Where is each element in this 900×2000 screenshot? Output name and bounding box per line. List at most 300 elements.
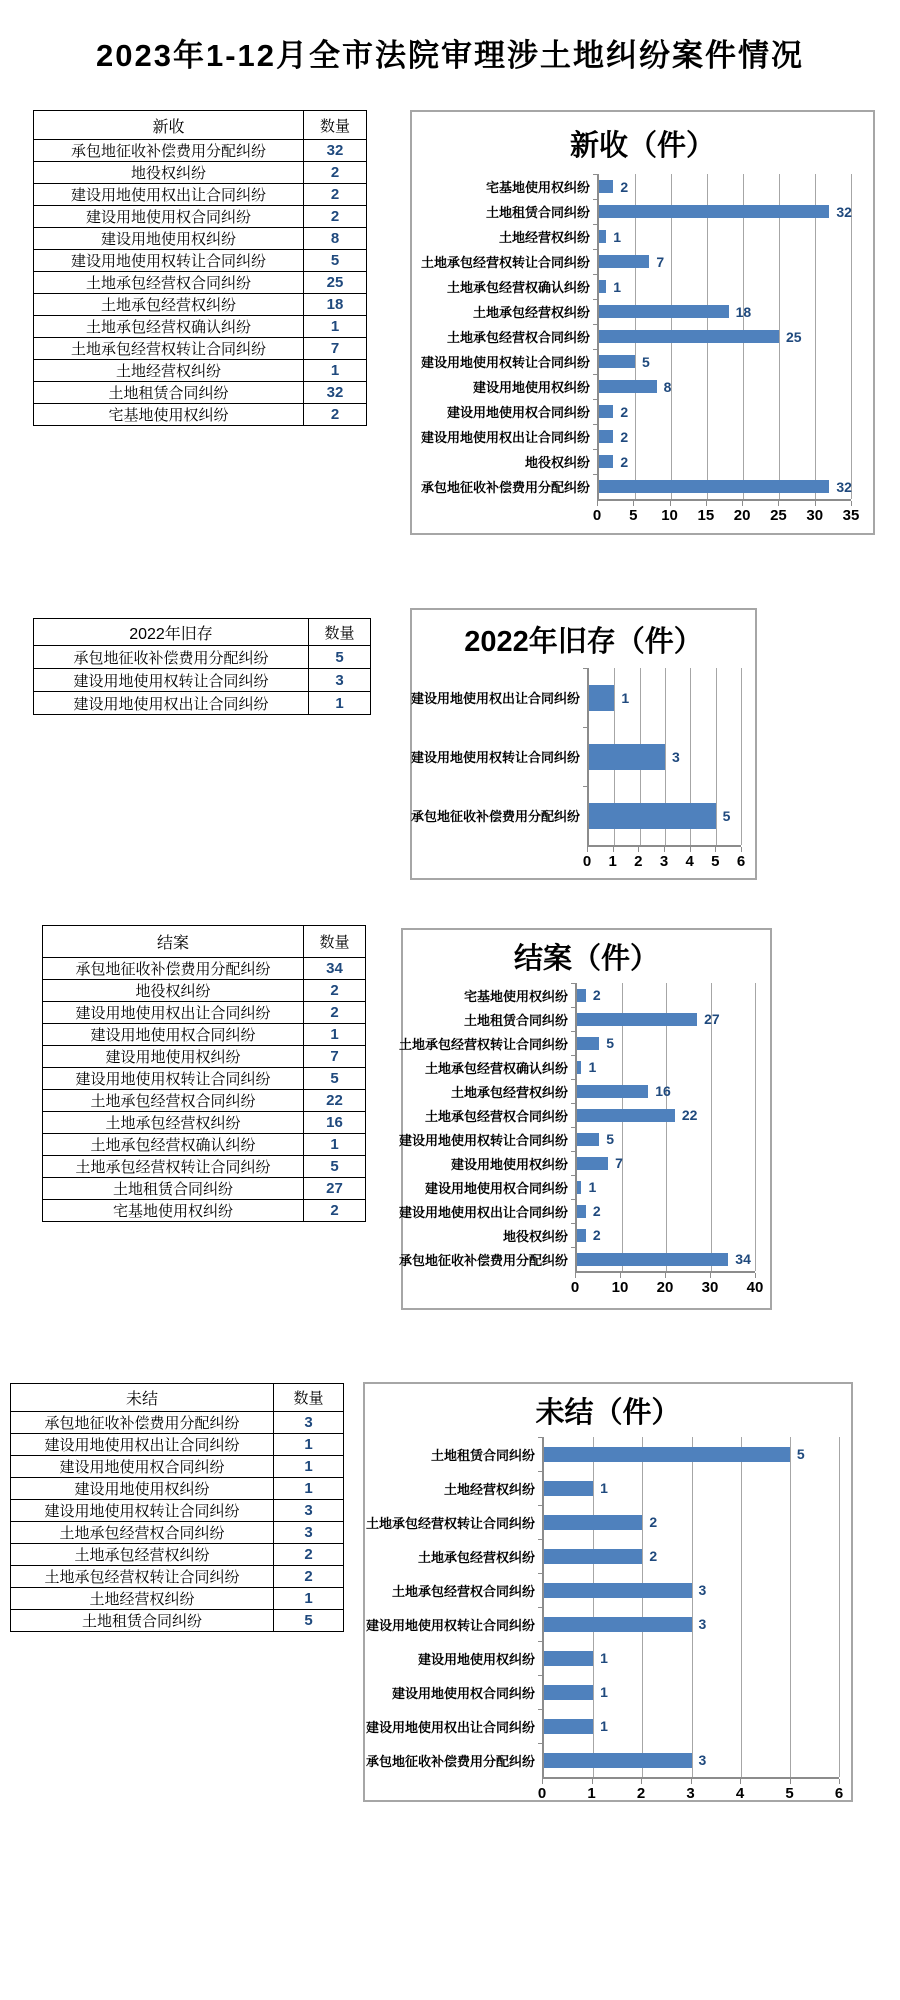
category-tick-mark <box>571 1079 577 1080</box>
row-label: 建设用地使用权合同纠纷 <box>34 206 304 228</box>
bar-value-label: 3 <box>698 1752 707 1768</box>
table-row <box>11 1478 344 1500</box>
bar <box>577 1109 675 1122</box>
bar-row <box>544 1471 839 1505</box>
row-label: 承包地征收补偿费用分配纠纷 <box>43 958 304 980</box>
row-label: 土地承包经营权合同纠纷 <box>43 1090 304 1112</box>
bar <box>599 430 613 443</box>
row-value: 5 <box>304 250 367 272</box>
chart-title: 结案（件） <box>513 943 659 975</box>
axis-tick-label: 30 <box>806 507 824 524</box>
table-header-row <box>11 1384 344 1412</box>
category-label: 地役权纠纷 <box>502 1228 568 1244</box>
axis-tick-label: 0 <box>537 1785 547 1802</box>
category-label: 土地承包经营权合同纠纷 <box>424 1108 568 1124</box>
axis-tick-label: 3 <box>659 853 669 870</box>
row-value: 2 <box>274 1544 344 1566</box>
table-row <box>34 404 367 426</box>
row-value: 1 <box>309 692 371 715</box>
bar-row <box>544 1573 839 1607</box>
category-tick-mark <box>583 727 589 728</box>
bar-value-label: 1 <box>588 1179 597 1195</box>
table-title-cell: 未结 <box>11 1384 274 1412</box>
axis-tick-mark <box>620 1273 621 1278</box>
row-value: 1 <box>274 1478 344 1500</box>
bar-value-label: 2 <box>649 1548 658 1564</box>
category-label: 承包地征收补偿费用分配纠纷 <box>398 1252 568 1268</box>
table-row <box>43 958 366 980</box>
category-label: 建设用地使用权合同纠纷 <box>424 1180 568 1196</box>
row-label: 建设用地使用权合同纠纷 <box>11 1456 274 1478</box>
category-tick-mark <box>571 1055 577 1056</box>
category-tick-mark <box>538 1675 544 1676</box>
category-label: 建设用地使用权合同纠纷 <box>391 1685 535 1701</box>
bar-row <box>589 786 741 845</box>
category-label: 建设用地使用权纠纷 <box>450 1156 568 1172</box>
bar-value-label: 5 <box>606 1131 615 1147</box>
axis-tick-mark <box>633 501 634 506</box>
bar-value-label: 1 <box>600 1650 608 1666</box>
bar-value-label: 34 <box>735 1251 751 1267</box>
table-row <box>43 1068 366 1090</box>
table-row <box>43 1024 366 1046</box>
category-tick-mark <box>571 1031 577 1032</box>
axis-tick-label: 4 <box>735 1785 745 1802</box>
category-tick-mark <box>593 349 599 350</box>
bar <box>599 380 657 393</box>
table-row <box>34 140 367 162</box>
table-row <box>43 1156 366 1178</box>
bar-row <box>544 1539 839 1573</box>
row-label: 建设用地使用权转让合同纠纷 <box>34 669 309 692</box>
bar-row <box>599 174 851 199</box>
row-value: 3 <box>274 1522 344 1544</box>
row-value: 5 <box>304 1156 366 1178</box>
category-tick-mark <box>593 324 599 325</box>
table-header-row <box>34 111 367 140</box>
bar-value-label: 2 <box>620 403 629 420</box>
table-row <box>34 692 371 715</box>
table-row <box>34 669 371 692</box>
bar-row <box>544 1437 839 1471</box>
category-label: 土地承包经营权转让合同纠纷 <box>398 1036 568 1052</box>
bar-value-label: 1 <box>600 1684 608 1700</box>
bar-row <box>599 399 851 424</box>
row-label: 建设用地使用权转让合同纠纷 <box>11 1500 274 1522</box>
bar-row <box>577 1007 755 1031</box>
bar-row <box>577 1055 755 1079</box>
bar-row <box>599 299 851 324</box>
bar-row <box>599 324 851 349</box>
bar-row <box>599 424 851 449</box>
row-value: 8 <box>304 228 367 250</box>
chart-title: 2022年旧存（件） <box>464 625 703 658</box>
row-value: 2 <box>304 1002 366 1024</box>
qty-header-cell: 数量 <box>274 1384 344 1412</box>
table-row <box>43 1200 366 1222</box>
bar-value-label: 1 <box>613 278 621 295</box>
axis-tick-label: 20 <box>656 1279 674 1296</box>
axis-tick-label: 6 <box>736 853 746 870</box>
table-row <box>11 1456 344 1478</box>
table-row <box>34 206 367 228</box>
row-value: 1 <box>274 1588 344 1610</box>
axis-tick-label: 40 <box>746 1279 764 1296</box>
axis-tick-mark <box>638 847 639 852</box>
table-row <box>43 980 366 1002</box>
table-row <box>43 1134 366 1156</box>
row-value: 34 <box>304 958 366 980</box>
row-value: 2 <box>304 184 367 206</box>
category-tick-mark <box>571 983 577 984</box>
row-label: 承包地征收补偿费用分配纠纷 <box>34 140 304 162</box>
axis-tick-label: 5 <box>785 1785 794 1802</box>
bar-value-label: 2 <box>649 1514 658 1530</box>
table-row <box>34 316 367 338</box>
page-title: 2023年1-12月全市法院审理涉土地纠纷案件情况 <box>95 38 804 73</box>
table-row <box>11 1588 344 1610</box>
axis-tick-label: 30 <box>701 1279 719 1296</box>
bar <box>599 255 649 268</box>
category-tick-mark <box>593 374 599 375</box>
category-tick-mark <box>571 1103 577 1104</box>
axis-tick-mark <box>575 1273 576 1278</box>
bar <box>599 180 613 193</box>
category-label: 建设用地使用权纠纷 <box>417 1651 535 1667</box>
category-label: 土地承包经营权确认纠纷 <box>424 1060 568 1076</box>
chart-plot-area <box>365 1437 851 1805</box>
category-tick-mark <box>571 1223 577 1224</box>
row-value: 2 <box>304 206 367 228</box>
axis-tick-mark <box>755 1273 756 1278</box>
axis-tick-mark <box>715 847 716 852</box>
bar-row <box>577 1151 755 1175</box>
table-row <box>34 360 367 382</box>
row-value: 5 <box>309 646 371 669</box>
bar-value-label: 32 <box>836 478 852 495</box>
row-value: 18 <box>304 294 367 316</box>
bar <box>544 1685 593 1700</box>
bar <box>577 1229 586 1242</box>
bar-row <box>577 1223 755 1247</box>
axis-tick-label: 0 <box>592 507 602 524</box>
bar <box>599 330 779 343</box>
category-tick-mark <box>593 449 599 450</box>
row-label: 建设用地使用权合同纠纷 <box>43 1024 304 1046</box>
bar-row <box>577 1199 755 1223</box>
bar-row <box>544 1743 839 1777</box>
axis-tick-mark <box>740 1779 741 1784</box>
bar-value-label: 2 <box>592 1203 601 1219</box>
bar <box>544 1515 642 1530</box>
row-label: 土地承包经营权纠纷 <box>34 294 304 316</box>
row-value: 1 <box>304 1024 366 1046</box>
category-label: 承包地征收补偿费用分配纠纷 <box>420 480 590 495</box>
chart-plot-area <box>412 174 873 527</box>
row-value: 3 <box>309 669 371 692</box>
bar-value-label: 2 <box>592 987 601 1003</box>
axis-tick-mark <box>778 501 779 506</box>
row-value: 27 <box>304 1178 366 1200</box>
category-tick-mark <box>593 274 599 275</box>
bar <box>577 1013 697 1026</box>
row-value: 2 <box>304 404 367 426</box>
table-row <box>11 1522 344 1544</box>
category-tick-mark <box>538 1471 544 1472</box>
category-tick-mark <box>571 1175 577 1176</box>
row-value: 2 <box>304 1200 366 1222</box>
bar-row <box>544 1709 839 1743</box>
category-label: 建设用地使用权转让合同纠纷 <box>420 355 590 370</box>
bar <box>599 305 729 318</box>
row-label: 建设用地使用权出让合同纠纷 <box>34 692 309 715</box>
row-label: 宅基地使用权纠纷 <box>34 404 304 426</box>
bar-row <box>544 1505 839 1539</box>
category-tick-mark <box>583 786 589 787</box>
table-row <box>34 272 367 294</box>
row-label: 土地租赁合同纠纷 <box>11 1610 274 1632</box>
row-label: 地役权纠纷 <box>34 162 304 184</box>
row-label: 建设用地使用权转让合同纠纷 <box>34 250 304 272</box>
table-title-cell: 结案 <box>43 926 304 958</box>
row-label: 土地承包经营权纠纷 <box>11 1544 274 1566</box>
bar-row <box>589 668 741 727</box>
bar-value-label: 1 <box>613 228 621 245</box>
axis-tick-mark <box>691 1779 692 1784</box>
category-label: 土地承包经营权纠纷 <box>450 1084 568 1100</box>
category-label: 土地租赁合同纠纷 <box>485 205 590 220</box>
bar <box>577 1061 581 1074</box>
chart-title: 未结（件） <box>535 1397 681 1429</box>
row-label: 建设用地使用权纠纷 <box>34 228 304 250</box>
axis-tick-label: 1 <box>587 1785 596 1802</box>
category-label: 承包地征收补偿费用分配纠纷 <box>365 1753 535 1769</box>
bar-row <box>577 1079 755 1103</box>
axis-tick-label: 20 <box>733 507 751 524</box>
bar <box>577 1157 608 1170</box>
category-tick-mark <box>593 224 599 225</box>
axis-tick-label: 6 <box>834 1785 844 1802</box>
table-pending-cases <box>10 1383 344 1632</box>
bar-value-label: 5 <box>642 353 650 370</box>
category-tick-mark <box>571 1247 577 1248</box>
category-label: 土地承包经营权转让合同纠纷 <box>365 1515 535 1531</box>
row-value: 2 <box>304 162 367 184</box>
row-value: 1 <box>304 316 367 338</box>
chart-title: 新收（件） <box>569 129 715 162</box>
bar <box>577 989 586 1002</box>
chart-plot-area <box>412 668 755 873</box>
bar-value-label: 16 <box>655 1083 671 1099</box>
row-value: 1 <box>274 1434 344 1456</box>
category-tick-mark <box>593 174 599 175</box>
bar-row <box>599 474 851 499</box>
category-label: 土地租赁合同纠纷 <box>430 1447 535 1463</box>
bar-value-label: 22 <box>681 1107 698 1123</box>
row-label: 土地承包经营权确认纠纷 <box>34 316 304 338</box>
category-tick-mark <box>571 1007 577 1008</box>
bar-value-label: 25 <box>786 328 802 345</box>
bar-value-label: 1 <box>621 689 630 706</box>
axis-tick-mark <box>613 847 614 852</box>
gridline <box>839 1437 840 1777</box>
axis-tick-mark <box>851 501 852 506</box>
gridline <box>755 983 756 1271</box>
bar-value-label: 3 <box>672 748 680 765</box>
table-header-row <box>34 619 371 646</box>
bar <box>544 1481 593 1496</box>
bar <box>577 1181 581 1194</box>
axis-tick-mark <box>741 847 742 852</box>
bar-value-label: 2 <box>620 453 629 470</box>
row-value: 7 <box>304 338 367 360</box>
bar <box>544 1651 593 1666</box>
table-row <box>11 1544 344 1566</box>
chart-closed-cases <box>398 928 772 1310</box>
chart-carryover-2022 <box>410 608 757 880</box>
axis-tick-label: 4 <box>685 853 694 870</box>
category-tick-mark <box>593 199 599 200</box>
category-label: 建设用地使用权合同纠纷 <box>446 405 590 420</box>
qty-header-cell: 数量 <box>309 619 371 646</box>
row-label: 建设用地使用权纠纷 <box>43 1046 304 1068</box>
row-label: 承包地征收补偿费用分配纠纷 <box>11 1412 274 1434</box>
table-row <box>11 1610 344 1632</box>
bar-value-label: 8 <box>663 378 672 395</box>
axis-tick-mark <box>742 501 743 506</box>
table-row <box>34 294 367 316</box>
category-label: 建设用地使用权出让合同纠纷 <box>365 1719 535 1735</box>
table-row <box>11 1500 344 1522</box>
row-value: 22 <box>304 1090 366 1112</box>
bar-value-label: 5 <box>606 1035 615 1051</box>
bar <box>577 1085 648 1098</box>
row-label: 土地承包经营权确认纠纷 <box>43 1134 304 1156</box>
category-tick-mark <box>538 1437 544 1438</box>
row-value: 1 <box>304 1134 366 1156</box>
table-closed-cases <box>42 925 366 1222</box>
bar <box>589 803 716 829</box>
bar-row <box>577 1127 755 1151</box>
axis-tick-mark <box>665 1273 666 1278</box>
category-label: 土地承包经营权转让合同纠纷 <box>420 255 590 270</box>
category-label: 土地承包经营权纠纷 <box>472 305 590 320</box>
axis-tick-mark <box>690 847 691 852</box>
bar <box>599 480 829 493</box>
row-label: 承包地征收补偿费用分配纠纷 <box>34 646 309 669</box>
gridline <box>741 668 742 845</box>
table-row <box>43 1112 366 1134</box>
row-value: 5 <box>274 1610 344 1632</box>
bar-value-label: 2 <box>592 1227 601 1243</box>
category-label: 建设用地使用权出让合同纠纷 <box>398 1204 568 1220</box>
category-label: 土地承包经营权合同纠纷 <box>391 1583 535 1599</box>
row-value: 3 <box>274 1412 344 1434</box>
table-row <box>34 382 367 404</box>
bar-row <box>599 199 851 224</box>
category-label: 宅基地使用权纠纷 <box>463 988 568 1004</box>
table-row <box>34 184 367 206</box>
axis-tick-mark <box>641 1779 642 1784</box>
bar-row <box>577 1247 755 1271</box>
bar <box>599 205 829 218</box>
axis-tick-mark <box>664 847 665 852</box>
bar-value-label: 2 <box>620 178 629 195</box>
qty-header-cell: 数量 <box>304 926 366 958</box>
table-row <box>34 162 367 184</box>
axis-tick-label: 2 <box>636 1785 646 1802</box>
bar-row <box>577 1175 755 1199</box>
table-new-cases <box>33 110 367 426</box>
row-value: 32 <box>304 382 367 404</box>
table-row <box>43 1178 366 1200</box>
category-label: 土地承包经营权纠纷 <box>417 1549 535 1565</box>
category-label: 土地租赁合同纠纷 <box>463 1012 568 1028</box>
bar-value-label: 18 <box>735 303 752 320</box>
bar-value-label: 5 <box>796 1446 805 1462</box>
category-tick-mark <box>538 1607 544 1608</box>
table-header-row <box>43 926 366 958</box>
bar <box>599 405 613 418</box>
axis-tick-label: 25 <box>770 507 787 524</box>
gridline <box>851 174 852 499</box>
row-value: 3 <box>274 1500 344 1522</box>
category-label: 地役权纠纷 <box>524 455 590 470</box>
axis-tick-mark <box>587 847 588 852</box>
bar-row <box>577 1031 755 1055</box>
category-tick-mark <box>538 1743 544 1744</box>
table-row <box>43 1046 366 1068</box>
bar-row <box>599 274 851 299</box>
row-label: 建设用地使用权出让合同纠纷 <box>34 184 304 206</box>
row-label: 宅基地使用权纠纷 <box>43 1200 304 1222</box>
bar <box>544 1617 692 1632</box>
bar-value-label: 1 <box>600 1480 608 1496</box>
axis-tick-label: 5 <box>629 507 638 524</box>
bar <box>544 1753 692 1768</box>
category-tick-mark <box>538 1641 544 1642</box>
chart-new-cases <box>410 110 875 535</box>
category-label: 建设用地使用权纠纷 <box>472 380 590 395</box>
bar <box>577 1253 728 1266</box>
category-tick-mark <box>593 399 599 400</box>
bar-row <box>544 1641 839 1675</box>
bar-value-label: 7 <box>615 1155 623 1171</box>
table-carryover-2022 <box>33 618 371 715</box>
row-label: 土地承包经营权转让合同纠纷 <box>43 1156 304 1178</box>
axis-tick-mark <box>790 1779 791 1784</box>
bar-row <box>577 1103 755 1127</box>
row-label: 地役权纠纷 <box>43 980 304 1002</box>
table-row <box>11 1412 344 1434</box>
axis-tick-mark <box>597 501 598 506</box>
table-row <box>43 1002 366 1024</box>
axis-tick-mark <box>706 501 707 506</box>
category-tick-mark <box>538 1573 544 1574</box>
row-value: 32 <box>304 140 367 162</box>
category-tick-mark <box>593 299 599 300</box>
category-label: 承包地征收补偿费用分配纠纷 <box>410 809 580 824</box>
table-title-cell: 2022年旧存 <box>34 619 309 646</box>
axis-tick-label: 0 <box>582 853 592 870</box>
bar-value-label: 32 <box>836 203 852 220</box>
row-value: 2 <box>304 980 366 1002</box>
bar-value-label: 1 <box>600 1718 608 1734</box>
axis-tick-label: 0 <box>570 1279 580 1296</box>
category-tick-mark <box>571 1151 577 1152</box>
chart-pending-cases <box>363 1382 853 1802</box>
category-tick-mark <box>538 1539 544 1540</box>
